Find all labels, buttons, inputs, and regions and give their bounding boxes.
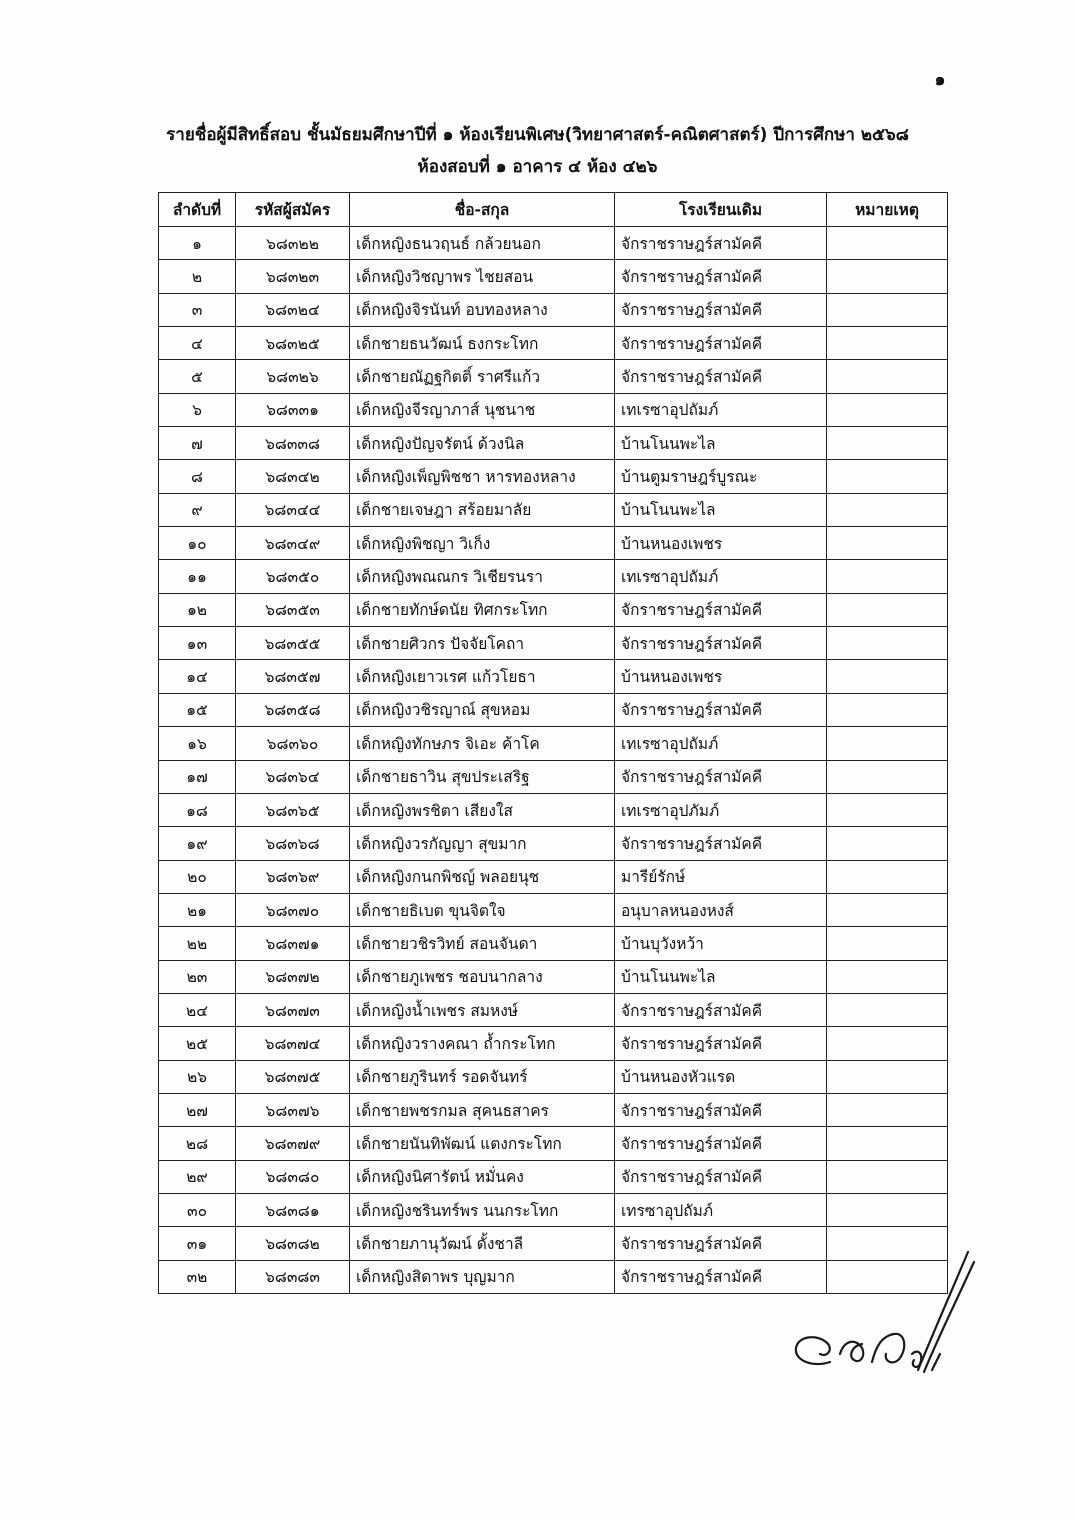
cell-no: ๑๖ [159, 727, 236, 760]
cell-no: ๔ [159, 327, 236, 360]
cell-name: เด็กชายภูเพชร ชอบนากลาง [350, 960, 615, 993]
cell-name: เด็กหญิงจิรนันท์ อบทองหลาง [350, 293, 615, 326]
cell-note [827, 393, 948, 426]
cell-code: ๖๘๓๔๔ [236, 493, 350, 526]
cell-no: ๑๙ [159, 827, 236, 860]
cell-school: บ้านตูมราษฎร์บูรณะ [615, 460, 827, 493]
cell-no: ๒๘ [159, 1127, 236, 1160]
cell-note [827, 627, 948, 660]
cell-no: ๑๐ [159, 527, 236, 560]
cell-school: อนุบาลหนองหงส์ [615, 893, 827, 926]
cell-school: เทรซาอุปถัมภ์ [615, 1193, 827, 1226]
cell-school: บ้านโนนพะไล [615, 960, 827, 993]
table-row [159, 1160, 948, 1193]
cell-code: ๖๘๓๗๙ [236, 1127, 350, 1160]
cell-school: มารีย์รักษ์ [615, 860, 827, 893]
table-body [159, 227, 948, 1294]
cell-code: ๖๘๓๗๕ [236, 1060, 350, 1093]
cell-school: จักราชราษฎร์สามัคคี [615, 327, 827, 360]
cell-no: ๒๑ [159, 893, 236, 926]
cell-note [827, 593, 948, 626]
cell-note [827, 660, 948, 693]
cell-note [827, 527, 948, 560]
cell-school: จักราชราษฎร์สามัคคี [615, 1127, 827, 1160]
cell-no: ๓ [159, 293, 236, 326]
header-note: หมายเหตุ [827, 193, 948, 227]
cell-note [827, 1060, 948, 1093]
table-row [159, 627, 948, 660]
cell-no: ๒๖ [159, 1060, 236, 1093]
cell-school: บ้านโนนพะไล [615, 493, 827, 526]
header-school: โรงเรียนเดิม [615, 193, 827, 227]
cell-note [827, 727, 948, 760]
table-row [159, 360, 948, 393]
cell-no: ๒๐ [159, 860, 236, 893]
cell-no: ๓๑ [159, 1227, 236, 1260]
cell-school: บ้านหนองเพชร [615, 527, 827, 560]
cell-code: ๖๘๓๒๒ [236, 227, 350, 260]
cell-no: ๘ [159, 460, 236, 493]
cell-name: เด็กหญิงสิดาพร บุญมาก [350, 1260, 615, 1293]
cell-name: เด็กชายภูรินทร์ รอดจันทร์ [350, 1060, 615, 1093]
cell-note [827, 1193, 948, 1226]
table-row [159, 527, 948, 560]
cell-school: จักราชราษฎร์สามัคคี [615, 693, 827, 726]
cell-note [827, 560, 948, 593]
table-row [159, 260, 948, 293]
cell-no: ๖ [159, 393, 236, 426]
cell-code: ๖๘๓๕๕ [236, 627, 350, 660]
cell-code: ๖๘๓๖๕ [236, 793, 350, 826]
cell-code: ๖๘๓๘๒ [236, 1227, 350, 1260]
table-row [159, 760, 948, 793]
table-row [159, 460, 948, 493]
cell-note [827, 893, 948, 926]
table-row [159, 1193, 948, 1226]
cell-no: ๑ [159, 227, 236, 260]
cell-no: ๑๒ [159, 593, 236, 626]
cell-name: เด็กชายพชรกมล สุคนธสาคร [350, 1093, 615, 1126]
cell-code: ๖๘๓๕๐ [236, 560, 350, 593]
cell-note [827, 260, 948, 293]
cell-school: จักราชราษฎร์สามัคคี [615, 593, 827, 626]
cell-name: เด็กหญิงปัญจรัตน์ ด้วงนิล [350, 427, 615, 460]
cell-name: เด็กหญิงวรกัญญา สุขมาก [350, 827, 615, 860]
cell-school: จักราชราษฎร์สามัคคี [615, 993, 827, 1026]
cell-name: เด็กชายศิวกร ปัจจัยโคถา [350, 627, 615, 660]
cell-note [827, 293, 948, 326]
cell-code: ๖๘๓๕๓ [236, 593, 350, 626]
table-row [159, 860, 948, 893]
table-row [159, 693, 948, 726]
cell-school: เทเรซาอุปถัมภ์ [615, 560, 827, 593]
cell-name: เด็กชายภานุวัฒน์ ดั้งชาลี [350, 1227, 615, 1260]
cell-code: ๖๘๓๕๘ [236, 693, 350, 726]
cell-name: เด็กชายนันทิพัฒน์ แตงกระโทก [350, 1127, 615, 1160]
cell-note [827, 793, 948, 826]
cell-name: เด็กหญิงพิชญา วิเก็ง [350, 527, 615, 560]
table-row [159, 393, 948, 426]
cell-name: เด็กหญิงวรางคณา ถ้ำกระโทก [350, 1027, 615, 1060]
table-row [159, 427, 948, 460]
cell-name: เด็กชายธาวิน สุขประเสริฐ [350, 760, 615, 793]
cell-code: ๖๘๓๓๑ [236, 393, 350, 426]
cell-note [827, 1160, 948, 1193]
cell-school: จักราชราษฎร์สามัคคี [615, 260, 827, 293]
cell-note [827, 927, 948, 960]
cell-code: ๖๘๓๖๔ [236, 760, 350, 793]
cell-no: ๑๔ [159, 660, 236, 693]
page-number: ๑ [934, 70, 946, 90]
cell-code: ๖๘๓๒๓ [236, 260, 350, 293]
cell-no: ๓๐ [159, 1193, 236, 1226]
cell-no: ๑๗ [159, 760, 236, 793]
table-row [159, 1060, 948, 1093]
cell-no: ๑๘ [159, 793, 236, 826]
cell-name: เด็กหญิงวิชญาพร ไชยสอน [350, 260, 615, 293]
cell-school: จักราชราษฎร์สามัคคี [615, 760, 827, 793]
cell-name: เด็กชายทักษ์ดนัย ทิศกระโทก [350, 593, 615, 626]
cell-school: จักราชราษฎร์สามัคคี [615, 1227, 827, 1260]
table-row [159, 560, 948, 593]
cell-school: จักราชราษฎร์สามัคคี [615, 827, 827, 860]
cell-note [827, 1127, 948, 1160]
cell-no: ๑๕ [159, 693, 236, 726]
cell-note [827, 1093, 948, 1126]
cell-no: ๑๑ [159, 560, 236, 593]
table-row [159, 1093, 948, 1126]
cell-name: เด็กชายธิเบต ขุนจิตใจ [350, 893, 615, 926]
cell-no: ๒๗ [159, 1093, 236, 1126]
table-row [159, 493, 948, 526]
cell-name: เด็กหญิงพรชิตา เสียงใส [350, 793, 615, 826]
table-row [159, 1127, 948, 1160]
cell-school: บ้านบุวังหว้า [615, 927, 827, 960]
exam-room-subtitle: ห้องสอบที่ ๑ อาคาร ๔ ห้อง ๔๒๖ [417, 157, 658, 177]
cell-note [827, 360, 948, 393]
header-row [159, 193, 948, 227]
header-no: ลำดับที่ [159, 193, 236, 227]
cell-school: จักราชราษฎร์สามัคคี [615, 1160, 827, 1193]
cell-no: ๕ [159, 360, 236, 393]
cell-code: ๖๘๓๗๒ [236, 960, 350, 993]
cell-school: บ้านหนองเพชร [615, 660, 827, 693]
table-row [159, 593, 948, 626]
header-code: รหัสผู้สมัคร [236, 193, 350, 227]
cell-code: ๖๘๓๓๘ [236, 427, 350, 460]
cell-name: เด็กหญิงพณณกร วิเชียรนรา [350, 560, 615, 593]
cell-name: เด็กหญิงทักษภร จิเอะ ค้าโค [350, 727, 615, 760]
cell-note [827, 327, 948, 360]
cell-name: เด็กหญิงชรินทร์พร นนกระโทก [350, 1193, 615, 1226]
table-row [159, 793, 948, 826]
cell-school: บ้านหนองหัวแรด [615, 1060, 827, 1093]
document-title: รายชื่อผู้มีสิทธิ์สอบ ชั้นมัธยมศึกษาปีที่ ๑ ห้องเรียนพิเศษ(วิทยาศาสตร์-คณิตศาสตร์) ปีการศึกษา ๒๕๖๘ [166, 125, 909, 145]
cell-school: จักราชราษฎร์สามัคคี [615, 293, 827, 326]
cell-no: ๗ [159, 427, 236, 460]
cell-school: จักราชราษฎร์สามัคคี [615, 1260, 827, 1293]
cell-school: เทเรซาอุปภัมภ์ [615, 793, 827, 826]
cell-school: เทเรซาอุปถัมภ์ [615, 727, 827, 760]
cell-code: ๖๘๓๘๓ [236, 1260, 350, 1293]
cell-name: เด็กหญิงเยาวเรศ แก้วโยธา [350, 660, 615, 693]
table-row [159, 660, 948, 693]
table-row [159, 927, 948, 960]
cell-name: เด็กหญิงจีรญาภาส์ นุชนาช [350, 393, 615, 426]
cell-note [827, 760, 948, 793]
signature [782, 1250, 982, 1390]
cell-name: เด็กชายเจษฎา สร้อยมาลัย [350, 493, 615, 526]
table-row [159, 827, 948, 860]
table-row [159, 893, 948, 926]
table-header [159, 193, 948, 227]
cell-code: ๖๘๓๗๑ [236, 927, 350, 960]
cell-code: ๖๘๓๗๐ [236, 893, 350, 926]
cell-no: ๒๓ [159, 960, 236, 993]
cell-note [827, 1027, 948, 1060]
cell-name: เด็กหญิงธนวฤนธ์ กล้วยนอก [350, 227, 615, 260]
cell-code: ๖๘๓๖๘ [236, 827, 350, 860]
cell-note [827, 960, 948, 993]
cell-code: ๖๘๓๘๑ [236, 1193, 350, 1226]
cell-code: ๖๘๓๘๐ [236, 1160, 350, 1193]
cell-school: เทเรซาอุปถัมภ์ [615, 393, 827, 426]
cell-note [827, 693, 948, 726]
table-row [159, 993, 948, 1026]
table-row [159, 293, 948, 326]
cell-note [827, 827, 948, 860]
cell-note [827, 493, 948, 526]
cell-no: ๑๓ [159, 627, 236, 660]
cell-note [827, 460, 948, 493]
table-row [159, 960, 948, 993]
cell-no: ๙ [159, 493, 236, 526]
cell-name: เด็กหญิงกนกพิชญ์ พลอยนุช [350, 860, 615, 893]
cell-school: จักราชราษฎร์สามัคคี [615, 1027, 827, 1060]
cell-code: ๖๘๓๖๐ [236, 727, 350, 760]
cell-school: บ้านโนนพะไล [615, 427, 827, 460]
header-name: ชื่อ-สกุล [350, 193, 615, 227]
cell-code: ๖๘๓๒๔ [236, 293, 350, 326]
cell-no: ๒๙ [159, 1160, 236, 1193]
cell-code: ๖๘๓๒๖ [236, 360, 350, 393]
cell-no: ๒๒ [159, 927, 236, 960]
cell-code: ๖๘๓๖๙ [236, 860, 350, 893]
cell-code: ๖๘๓๔๙ [236, 527, 350, 560]
cell-no: ๒ [159, 260, 236, 293]
cell-no: ๓๒ [159, 1260, 236, 1293]
cell-school: จักราชราษฎร์สามัคคี [615, 227, 827, 260]
cell-code: ๖๘๓๗๖ [236, 1093, 350, 1126]
cell-name: เด็กหญิงน้ำเพชร สมหงษ์ [350, 993, 615, 1026]
cell-note [827, 993, 948, 1026]
cell-name: เด็กหญิงนิศารัตน์ หมั่นคง [350, 1160, 615, 1193]
cell-no: ๒๔ [159, 993, 236, 1026]
cell-name: เด็กชายวชิรวิทย์ สอนจันดา [350, 927, 615, 960]
cell-name: เด็กหญิงเพ็ญพิชชา หารทองหลาง [350, 460, 615, 493]
table-row [159, 227, 948, 260]
table-row [159, 327, 948, 360]
candidate-table [158, 192, 948, 1294]
cell-name: เด็กชายธนวัฒน์ ธงกระโทก [350, 327, 615, 360]
cell-note [827, 860, 948, 893]
cell-code: ๖๘๓๗๓ [236, 993, 350, 1026]
cell-note [827, 427, 948, 460]
cell-code: ๖๘๓๕๗ [236, 660, 350, 693]
table-row [159, 727, 948, 760]
cell-name: เด็กชายณัฏฐกิตติ์ ราศรีแก้ว [350, 360, 615, 393]
cell-school: จักราชราษฎร์สามัคคี [615, 1093, 827, 1126]
cell-code: ๖๘๓๒๕ [236, 327, 350, 360]
cell-code: ๖๘๓๗๔ [236, 1027, 350, 1060]
cell-no: ๒๕ [159, 1027, 236, 1060]
cell-school: จักราชราษฎร์สามัคคี [615, 360, 827, 393]
cell-note [827, 227, 948, 260]
cell-code: ๖๘๓๔๒ [236, 460, 350, 493]
cell-name: เด็กหญิงวชิรญาณ์ สุขหอม [350, 693, 615, 726]
cell-school: จักราชราษฎร์สามัคคี [615, 627, 827, 660]
table-row [159, 1027, 948, 1060]
